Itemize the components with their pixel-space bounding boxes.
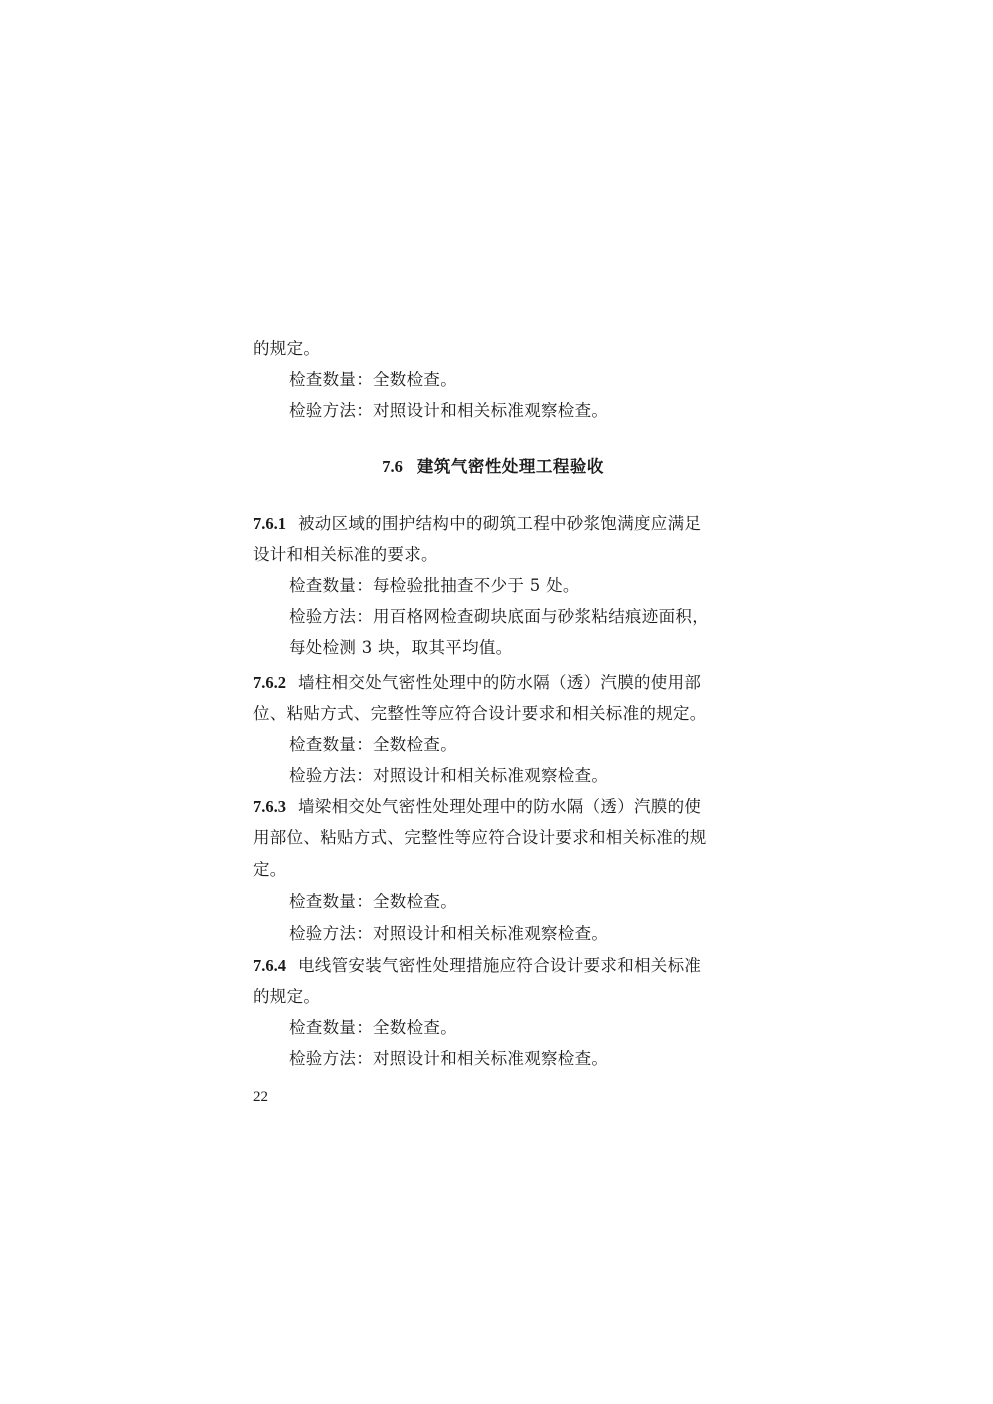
text-line: 的规定。 xyxy=(253,339,321,358)
clause-text: 位、粘贴方式、完整性等应符合设计要求和相关标准的规定。 xyxy=(253,704,707,723)
clause-7-6-2 xyxy=(253,673,733,693)
clause-text: 墙梁相交处气密性处理处理中的防水隔（透）汽膜的使 xyxy=(298,797,702,816)
inspection-quantity: 检查数量：每检验批抽查不少于 5 处。 xyxy=(289,576,580,595)
clause-number: 7.6.3 xyxy=(253,797,286,816)
clause-number: 7.6.4 xyxy=(253,956,286,975)
clause-text: 被动区域的围护结构中的砌筑工程中砂浆饱满度应满足 xyxy=(298,514,702,533)
clause-text: 的规定。 xyxy=(253,987,321,1006)
inspection-quantity: 检查数量：全数检查。 xyxy=(289,892,457,911)
clause-text: 电线管安装气密性处理措施应符合设计要求和相关标准 xyxy=(298,956,702,975)
clause-text: 设计和相关标准的要求。 xyxy=(253,545,438,564)
clause-number: 7.6.1 xyxy=(253,514,286,533)
clause-text: 用部位、粘贴方式、完整性等应符合设计要求和相关标准的规 xyxy=(253,828,707,847)
inspection-method: 检验方法：对照设计和相关标准观察检查。 xyxy=(289,766,609,785)
clause-7-6-3 xyxy=(253,797,733,817)
inspection-quantity: 检查数量：全数检查。 xyxy=(289,735,457,754)
inspection-quantity: 检查数量：全数检查。 xyxy=(289,1018,457,1037)
section-number: 7.6 xyxy=(382,457,403,476)
inspection-method: 检验方法：对照设计和相关标准观察检查。 xyxy=(289,1049,609,1068)
page-number: 22 xyxy=(253,1089,268,1105)
clause-7-6-1 xyxy=(253,514,733,534)
clause-7-6-4 xyxy=(253,956,733,976)
clause-text: 墙柱相交处气密性处理中的防水隔（透）汽膜的使用部 xyxy=(298,673,702,692)
clause-number: 7.6.2 xyxy=(253,673,286,692)
clause-text: 定。 xyxy=(253,860,287,879)
inspection-method: 检验方法：用百格网检查砌块底面与砂浆粘结痕迹面积， xyxy=(289,607,709,626)
section-heading xyxy=(253,457,733,477)
inspection-quantity: 检查数量：全数检查。 xyxy=(289,370,457,389)
inspection-method-cont: 每处检测 3 块，取其平均值。 xyxy=(289,638,513,657)
section-title: 建筑气密性处理工程验收 xyxy=(416,457,604,476)
inspection-method: 检验方法：对照设计和相关标准观察检查。 xyxy=(289,401,609,420)
inspection-method: 检验方法：对照设计和相关标准观察检查。 xyxy=(289,924,609,943)
